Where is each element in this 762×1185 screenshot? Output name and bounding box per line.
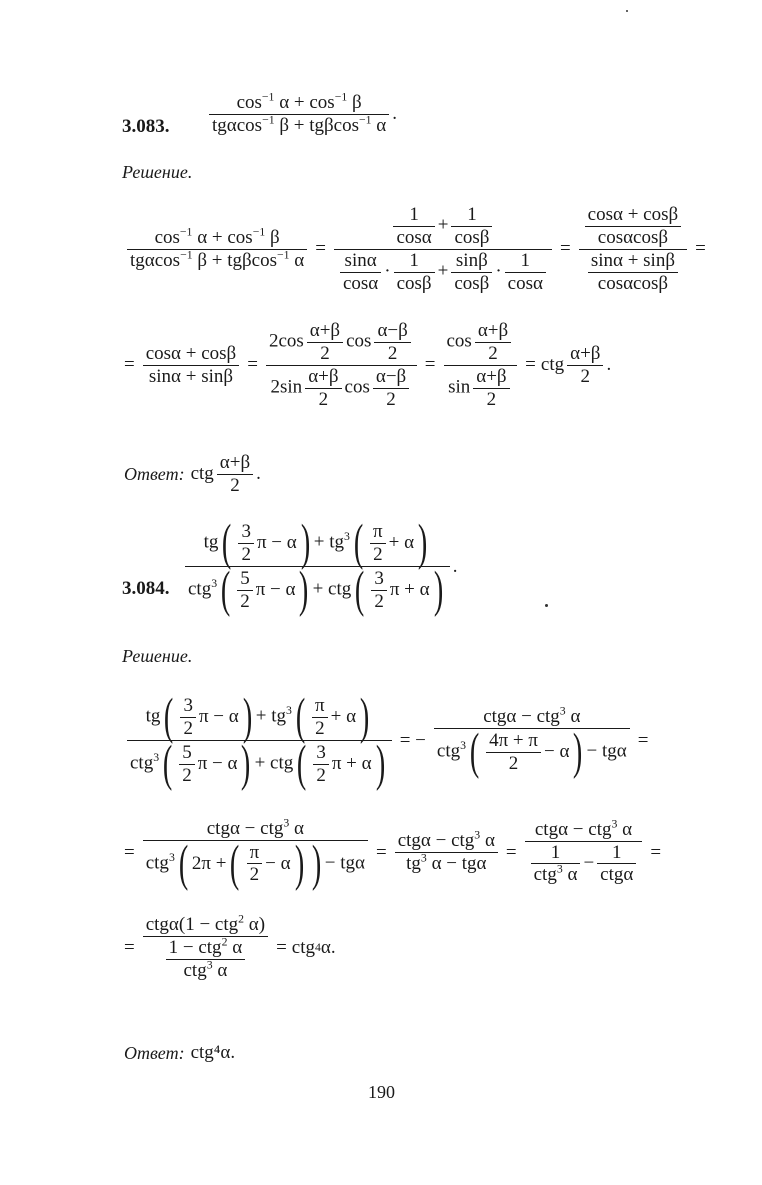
solution-3084-line-2: = ctgα − ctg$^3$ α ctg$^3$ ( 2π + ( π 2 − α ) ) − tgα = ctgα − ctg$^3$ α $tg^3$ α − tgα = ctgα − ctg$^3$ α 1 ctg$^3$ α − 1 ctgα = — [124, 816, 662, 892]
solution-3084-line-1: tg ( 3 2 π − α ) + $tg^3$ ( π 2 + α ) ctg$^3$ ( 5 2 π − α ) + ctg ( 3 2 π + α ) = − ctgα − ctg$^3$ α ctg$^3$ ( 4π + π 2 − α ) − tgα = — [124, 694, 653, 787]
answer-prefix-3083: ctg — [190, 463, 214, 485]
answer-denominator-3083: 2 — [230, 474, 240, 496]
problem-number-3083: 3.083. — [122, 116, 170, 137]
answer-value-3084: ctg⁴α. — [190, 1042, 236, 1063]
solution-label-3084: Решение. — [122, 646, 193, 666]
solution-3083-line-2: = cosα + cosβ sinα + sinβ = 2cos $\frac{\alpha+\beta}{2}$ cos $\frac{\alpha-\beta}{2}$ 2sin $\frac{\alpha+\beta}{2}$ cos $\frac{\alpha-\beta}{2}$ = cos $\frac{\alpha+\beta}{2}$ sin $\frac{\alpha+\beta}{2}$ = ctg α+β 2 . — [124, 320, 612, 410]
problem-expression-3084: tg ( 3 2 π − α ) + $tg^3$ ( π 2 + α ) ctg$^3$ ( 5 2 π − α ) + ctg ( 3 2 π + α ) . — [182, 520, 457, 613]
answer-3083: Ответ: ctg α+β 2 . — [124, 452, 261, 496]
problem-number-3084: 3.084. — [122, 578, 170, 599]
answer-3084 — [124, 1042, 235, 1064]
solution-label-3083: Решение. — [122, 162, 193, 182]
page-number: 190 — [368, 1082, 395, 1102]
problem-expression-3083: $\cos^{-1} \alpha + \cos^{-1} \beta$ tgαcos$^{-1}$ β + tgβcos$^{-1}$ α . — [206, 92, 397, 137]
answer-label-3083: Ответ: — [124, 463, 185, 484]
answer-label-3084: Ответ: — [124, 1042, 185, 1063]
solution-3084-line-3: = ctgα(1 − ctg$^2$ α) 1 − ctg$^2$ α ctg$^3$ α = ctg 4 α. — [124, 912, 336, 981]
answer-numerator-3083: α+β — [219, 452, 251, 473]
scan-speck — [626, 10, 628, 12]
scan-speck — [545, 604, 548, 607]
solution-3083-line-1: $\cos^{-1} \alpha + \cos^{-1} \beta$ tgαcos$^{-1}$ β + tgβcos$^{-1}$ α = $\frac{1}{\cos\alpha}$ + $\frac{1}{\cos\beta}$ $\frac{\sin\alpha}{\cos\alpha}$ · $\frac{1}{\cos\beta}$ + $\frac{\sin\beta}{\cos\beta}$ · $\frac{1}{\cos\alpha}$ = $\frac{\cos\alpha + \cos\beta}{\cos\alpha\cos\beta}$ $\frac{\sin\alpha + \sin\beta}{\cos\alpha\cos\beta}$ = — [124, 204, 711, 294]
